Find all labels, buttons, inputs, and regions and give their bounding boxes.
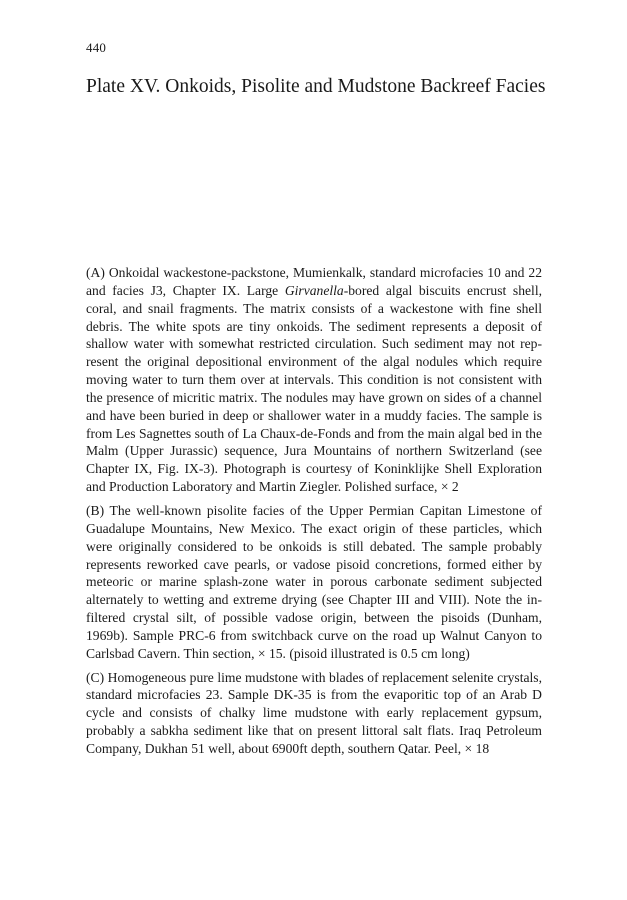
caption-a-text-end: -bored algal biscuits encrust shell, coral, and snail fragments. The matrix consists of a wackestone with fine shell debris. The white spots are tiny onkoids. The sediment represents a deposit of shallow water with somewhat restricted circulation. Such sediment may not represent the original depositional environment of the algal nodules which require moving water to turn them over at intervals. This condition is not consistent with the presence of micritic matrix. The nodules may have grown on sides of a channel and have been buried in deep or shallower water in a muddy facies. The sample is from Les Sagnettes south of La Chaux-de-Fonds and from the main algal bed in the Malm (Upper Jurassic) sequence, Jura Mountains of northern Switzerland (see Chapter IX, Fig. IX-3). Photograph is courtesy of Koninklijke Shell Exploration and Production Laboratory and Martin Ziegler. Polished surface, × 2 xyxy=(86,282,542,495)
plate-title: Plate XV. Onkoids, Pisolite and Mudstone Backreef Facies xyxy=(86,76,546,97)
page-number: 440 xyxy=(86,40,107,55)
plate-captions xyxy=(86,264,542,764)
caption-a xyxy=(86,264,542,496)
caption-a-text-start: (A) Onkoidal wackestone-packstone, Mumienkalk, standard microfacies 10 and 22 and facies J3, Chapter IX. Large xyxy=(86,265,542,298)
caption-c: (C) Homogeneous pure lime mudstone with blades of replacement selenite crystals, standard microfacies 23. Sample DK-35 is from the evaporitic top of an Arab D cycle and consists of chalky lime mudstone with early replacement gypsum, probably a sabkha sediment like that on present littoral salt flats. Iraq Petroleum Company, Dukhan 51 well, about 6900ft depth, southern Qatar. Peel, × 18 xyxy=(86,669,542,756)
caption-a-genus-name: Girvanella xyxy=(284,282,344,298)
caption-b: (B) The well-known pisolite facies of the Upper Permian Capitan Limestone of Guadalupe Mountains, New Mexico. The exact origin of these particles, which were originally considered to be onkoids is still debated. The sample probably represents reworked cave pearls, or vadose pisoid concretions, formed either by meteoric or marine splash-zone water in porous carbonate sediment subjected alternately to wetting and extreme drying (see Chapter III and VIII). Note the infiltered crystal silt, of possible vadose origin, between the pisoids (Dunham, 1969b). Sample PRC-6 from switchback curve on the road up Walnut Canyon to Carlsbad Cavern. Thin section, × 15. (pisoid illustrated is 0.5 cm long) xyxy=(86,502,542,661)
